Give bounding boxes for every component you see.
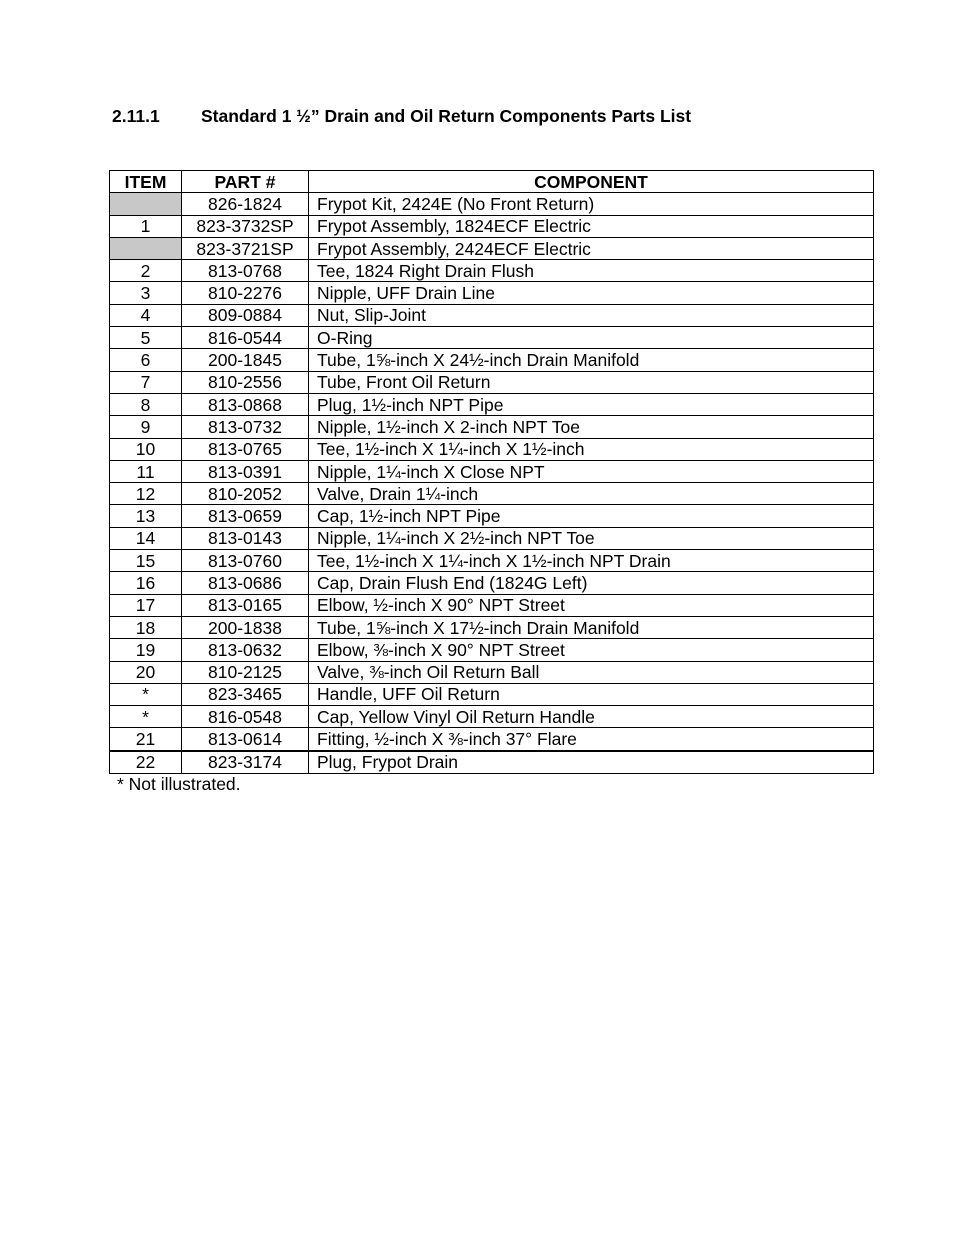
component-cell: Elbow, ⅜-inch X 90° NPT Street: [309, 639, 874, 661]
part-cell: 813-0659: [182, 505, 309, 527]
item-cell: 10: [110, 438, 182, 460]
part-cell: 813-0760: [182, 550, 309, 572]
part-cell: 810-2556: [182, 371, 309, 393]
item-cell: 17: [110, 594, 182, 616]
part-cell: 823-3465: [182, 683, 309, 705]
item-cell: 22: [110, 751, 182, 774]
component-cell: Cap, Yellow Vinyl Oil Return Handle: [309, 706, 874, 728]
component-cell: Valve, Drain 1¼-inch: [309, 483, 874, 505]
item-cell: 7: [110, 371, 182, 393]
table-row: [110, 483, 874, 505]
table-row: [110, 371, 874, 393]
part-cell: 813-0391: [182, 460, 309, 482]
part-cell: 813-0143: [182, 527, 309, 549]
table-row: [110, 215, 874, 237]
table-row: [110, 505, 874, 527]
component-cell: Handle, UFF Oil Return: [309, 683, 874, 705]
table-row: [110, 661, 874, 683]
item-cell: 14: [110, 527, 182, 549]
item-cell: 1: [110, 215, 182, 237]
item-cell: 6: [110, 349, 182, 371]
table-row: [110, 349, 874, 371]
part-cell: 200-1845: [182, 349, 309, 371]
part-cell: 813-0765: [182, 438, 309, 460]
item-cell: 21: [110, 728, 182, 751]
component-cell: Nipple, 1½-inch X 2-inch NPT Toe: [309, 416, 874, 438]
item-cell: 19: [110, 639, 182, 661]
part-cell: 823-3174: [182, 751, 309, 774]
part-cell: 813-0632: [182, 639, 309, 661]
header-item: ITEM: [110, 171, 182, 193]
item-cell: 20: [110, 661, 182, 683]
table-row: [110, 416, 874, 438]
component-cell: O-Ring: [309, 327, 874, 349]
component-cell: Tube, 1⅝-inch X 17½-inch Drain Manifold: [309, 616, 874, 638]
section-title: Standard 1 ½” Drain and Oil Return Components Parts List: [201, 106, 692, 126]
footnote: * Not illustrated.: [117, 774, 241, 794]
part-cell: 200-1838: [182, 616, 309, 638]
table-row: [110, 237, 874, 259]
component-cell: Nipple, 1¼-inch X 2½-inch NPT Toe: [309, 527, 874, 549]
component-cell: Frypot Kit, 2424E (No Front Return): [309, 193, 874, 215]
table-row: [110, 438, 874, 460]
table-row: [110, 728, 874, 751]
part-cell: 816-0548: [182, 706, 309, 728]
table-header-row: [110, 171, 874, 193]
table-row: [110, 616, 874, 638]
table-row: [110, 460, 874, 482]
item-cell: 9: [110, 416, 182, 438]
component-cell: Nipple, 1¼-inch X Close NPT: [309, 460, 874, 482]
part-cell: 823-3721SP: [182, 237, 309, 259]
part-cell: 810-2052: [182, 483, 309, 505]
component-cell: Frypot Assembly, 1824ECF Electric: [309, 215, 874, 237]
table-row: [110, 639, 874, 661]
part-cell: 813-0768: [182, 260, 309, 282]
item-cell: 11: [110, 460, 182, 482]
part-cell: 813-0614: [182, 728, 309, 751]
header-part: PART #: [182, 171, 309, 193]
item-cell: 8: [110, 393, 182, 415]
part-cell: 813-0868: [182, 393, 309, 415]
part-cell: 813-0732: [182, 416, 309, 438]
item-cell: 16: [110, 572, 182, 594]
component-cell: Cap, Drain Flush End (1824G Left): [309, 572, 874, 594]
header-component: COMPONENT: [309, 171, 874, 193]
part-cell: 810-2276: [182, 282, 309, 304]
part-cell: 813-0165: [182, 594, 309, 616]
component-cell: Tee, 1½-inch X 1¼-inch X 1½-inch: [309, 438, 874, 460]
part-cell: 809-0884: [182, 304, 309, 326]
table-row: [110, 706, 874, 728]
item-cell: *: [110, 683, 182, 705]
table-row: [110, 572, 874, 594]
part-cell: 816-0544: [182, 327, 309, 349]
table-row: [110, 550, 874, 572]
component-cell: Tee, 1824 Right Drain Flush: [309, 260, 874, 282]
parts-table: [109, 170, 874, 774]
section-heading: [112, 106, 691, 127]
item-cell: 13: [110, 505, 182, 527]
table-row: [110, 751, 874, 774]
table-row: [110, 260, 874, 282]
component-cell: Tee, 1½-inch X 1¼-inch X 1½-inch NPT Drain: [309, 550, 874, 572]
item-cell: 18: [110, 616, 182, 638]
item-cell: 4: [110, 304, 182, 326]
table-row: [110, 282, 874, 304]
item-cell: 2: [110, 260, 182, 282]
part-cell: 823-3732SP: [182, 215, 309, 237]
component-cell: Elbow, ½-inch X 90° NPT Street: [309, 594, 874, 616]
component-cell: Nut, Slip-Joint: [309, 304, 874, 326]
item-cell: 3: [110, 282, 182, 304]
table-row: [110, 327, 874, 349]
part-cell: 810-2125: [182, 661, 309, 683]
component-cell: Frypot Assembly, 2424ECF Electric: [309, 237, 874, 259]
item-cell: 5: [110, 327, 182, 349]
item-cell: 15: [110, 550, 182, 572]
component-cell: Tube, Front Oil Return: [309, 371, 874, 393]
component-cell: Plug, 1½-inch NPT Pipe: [309, 393, 874, 415]
item-cell: [110, 193, 182, 215]
table-row: [110, 393, 874, 415]
component-cell: Fitting, ½-inch X ⅜-inch 37° Flare: [309, 728, 874, 751]
component-cell: Cap, 1½-inch NPT Pipe: [309, 505, 874, 527]
table-row: [110, 683, 874, 705]
item-cell: 12: [110, 483, 182, 505]
table-row: [110, 193, 874, 215]
component-cell: Valve, ⅜-inch Oil Return Ball: [309, 661, 874, 683]
table-row: [110, 594, 874, 616]
item-cell: *: [110, 706, 182, 728]
item-cell: [110, 237, 182, 259]
component-cell: Nipple, UFF Drain Line: [309, 282, 874, 304]
component-cell: Plug, Frypot Drain: [309, 751, 874, 774]
part-cell: 813-0686: [182, 572, 309, 594]
table-row: [110, 527, 874, 549]
table-row: [110, 304, 874, 326]
section-number: 2.11.1: [112, 106, 160, 126]
component-cell: Tube, 1⅝-inch X 24½-inch Drain Manifold: [309, 349, 874, 371]
part-cell: 826-1824: [182, 193, 309, 215]
